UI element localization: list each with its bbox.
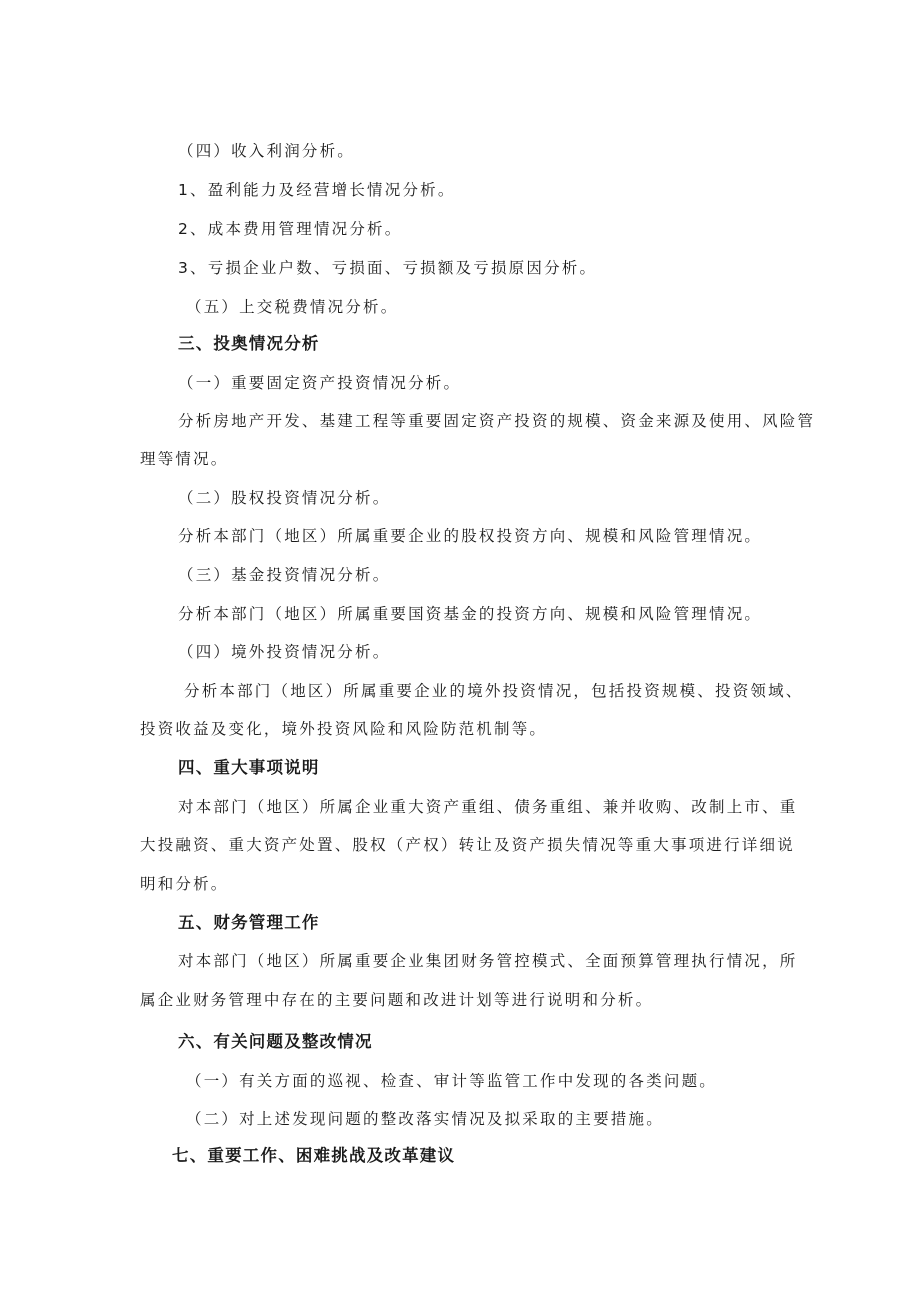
list-item: 2、成本费用管理情况分析。: [178, 220, 403, 238]
section-heading: 七、重要工作、困难挑战及改革建议: [172, 1146, 456, 1165]
paragraph-line: 分析本部门（地区）所属重要国资基金的投资方向、规模和风险管理情况。: [178, 605, 763, 623]
subsection-title: （四）收入利润分析。: [178, 142, 356, 160]
section-heading: 六、有关问题及整改情况: [178, 1032, 373, 1051]
subsection-title: （二）股权投资情况分析。: [178, 489, 391, 507]
paragraph-line: 分析本部门（地区）所属重要企业的境外投资情况，包括投资规模、投资领域、: [184, 682, 804, 700]
subsection-title: （五）上交税费情况分析。: [186, 298, 399, 316]
list-item: （二）对上述发现问题的整改落实情况及拟采取的主要措施。: [186, 1110, 664, 1128]
paragraph-line: 分析房地产开发、基建工程等重要固定资产投资的规模、资金来源及使用、风险管: [178, 412, 816, 430]
subsection-title: （三）基金投资情况分析。: [178, 566, 391, 584]
list-item: 3、亏损企业户数、亏损面、亏损额及亏损原因分析。: [178, 259, 598, 277]
section-heading: 四、重大事项说明: [178, 758, 320, 777]
section-heading: 五、财务管理工作: [178, 913, 320, 932]
paragraph-line: 分析本部门（地区）所属重要企业的股权投资方向、规模和风险管理情况。: [178, 527, 763, 545]
paragraph-line: 大投融资、重大资产处置、股权（产权）转让及资产损失情况等重大事项进行详细说: [140, 836, 795, 854]
paragraph-line: 理等情况。: [140, 450, 229, 468]
list-item: （一）有关方面的巡视、检查、审计等监管工作中发现的各类问题。: [186, 1072, 718, 1090]
paragraph-line: 属企业财务管理中存在的主要问题和改进计划等进行说明和分析。: [140, 991, 654, 1009]
subsection-title: （四）境外投资情况分析。: [178, 643, 391, 661]
list-item: 1、盈利能力及经营增长情况分析。: [178, 181, 456, 199]
paragraph-line: 明和分析。: [140, 875, 229, 893]
paragraph-line: 投资收益及变化，境外投资风险和风险防范机制等。: [140, 720, 548, 738]
paragraph-line: 对本部门（地区）所属企业重大资产重组、债务重组、兼并收购、改制上市、重: [178, 798, 798, 816]
subsection-title: （一）重要固定资产投资情况分析。: [178, 374, 462, 392]
section-heading: 三、投奥情况分析: [178, 334, 320, 353]
paragraph-line: 对本部门（地区）所属重要企业集团财务管控模式、全面预算管理执行情况，所: [178, 952, 798, 970]
